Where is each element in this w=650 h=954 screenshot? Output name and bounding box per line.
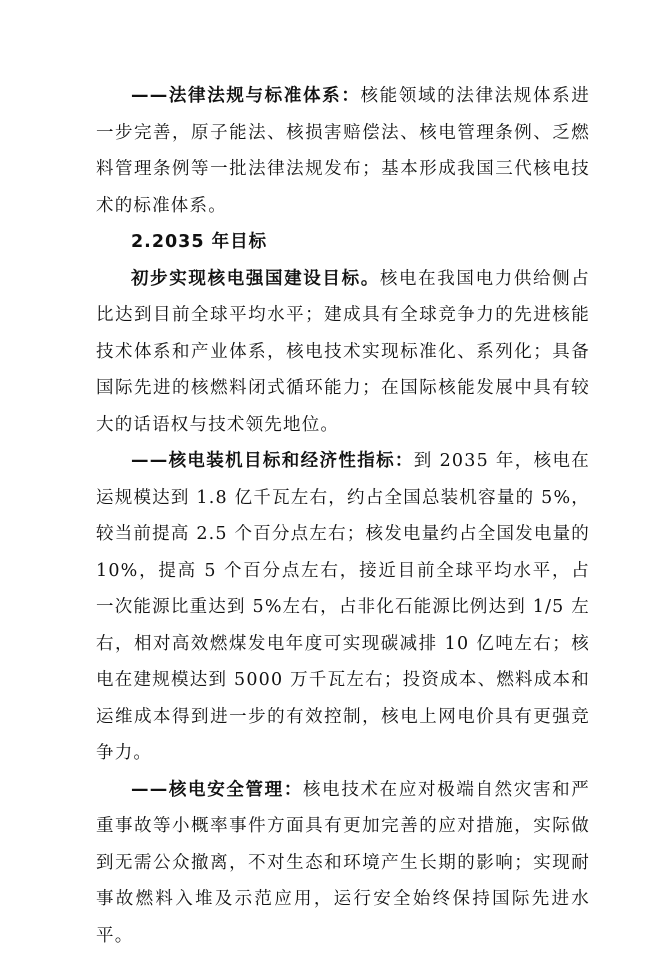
section-heading-2035: 2.2035 年目标 [96, 224, 590, 261]
paragraph-legal-standards [96, 78, 590, 224]
paragraph-body-legal: 核能领域的法律法规体系进一步完善，原子能法、核损害赔偿法、核电管理条例、乏燃料管理条例等一批法律法规发布；基本形成我国三代核电技术的标准体系。 [96, 86, 590, 216]
paragraph-lead-legal: ——法律法规与标准体系： [131, 86, 361, 106]
paragraph-safety-management [96, 772, 590, 954]
paragraph-body-safety: 核电技术在应对极端自然灾害和严重事故等小概率事件方面具有更加完善的应对措施，实际做到无需公众撤离，不对生态和环境产生长期的影响；实现耐事故燃料入堆及示范应用，运行安全始终保持国际先进水平。 [96, 780, 590, 946]
paragraph-capacity-economics [96, 443, 590, 772]
paragraph-lead-capacity: ——核电装机目标和经济性指标： [131, 451, 414, 471]
paragraph-lead-safety: ——核电安全管理： [131, 780, 303, 800]
paragraph-body-capacity: 到 2035 年，核电在运规模达到 1.8 亿千瓦左右，约占全国总装机容量的 5%，较当前提高 2.5 个百分点左右；核发电量约占全国发电量的 10%，提高 5 个百分点左右，接近目前全球平均水平，占一次能源比重达到 5%左右，占非化石能源比例达到 1/5 左右，相对高效燃煤发电年度可实现碳减排 10 亿吨左右；核电在建规模达到 5000 万千瓦左右；投资成本、燃料成本和运维成本得到进一步的有效控制，核电上网电价具有更强竞争力。 [96, 451, 590, 763]
paragraph-2035-goal [96, 261, 590, 444]
paragraph-lead-goal: 初步实现核电强国建设目标。 [131, 269, 380, 289]
paragraph-body-goal: 核电在我国电力供给侧占比达到目前全球平均水平；建成具有全球竞争力的先进核能技术体系和产业体系，核电技术实现标准化、系列化；具备国际先进的核燃料闭式循环能力；在国际核能发展中具有较大的话语权与技术领先地位。 [96, 269, 590, 435]
